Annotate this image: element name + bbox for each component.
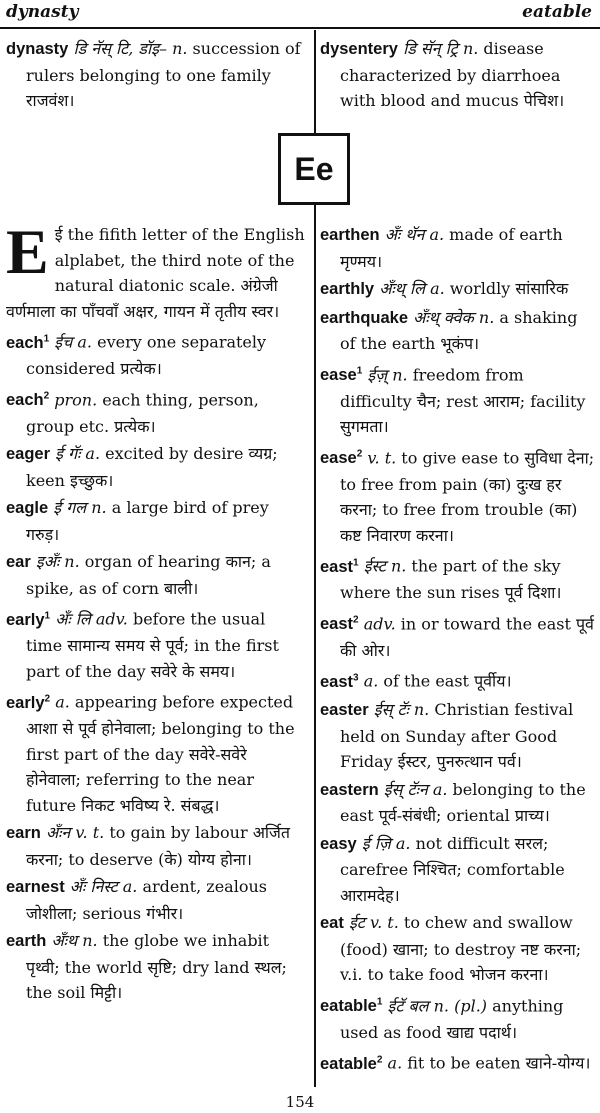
part-of-speech: n. — [392, 365, 408, 384]
pronunciation: ईट — [348, 913, 365, 932]
left-column — [6, 216, 306, 1008]
dictionary-entry — [320, 831, 598, 909]
definition: succession of rulers belonging to one family राजवंश। — [26, 39, 301, 110]
headword: earthly — [320, 280, 375, 298]
headword: eatable$^2$ — [320, 1054, 383, 1073]
part-of-speech: n. — [64, 552, 80, 571]
definition: organ of hearing कान; a spike, as of corn बाली। — [26, 552, 271, 598]
part-of-speech: n. — [172, 39, 188, 58]
pronunciation: अँःथ — [51, 931, 78, 950]
headword: earth — [6, 932, 47, 950]
definition: freedom from difficulty चैन; rest आराम; facility सुगमता। — [340, 365, 586, 436]
definition: worldly सांसारिक — [449, 279, 569, 298]
headword: each$^2$ — [6, 390, 50, 409]
homograph-number: 1 — [43, 333, 50, 344]
pronunciation: डि नॅस् टि, डॉइ– — [73, 39, 167, 58]
homograph-number: 2 — [353, 614, 359, 626]
dictionary-entry — [320, 777, 598, 829]
headword: eatable$^1$ — [320, 996, 383, 1015]
pronunciation: ईज़् — [367, 365, 388, 384]
pronunciation: ईस्ट — [363, 556, 386, 576]
pronunciation: अँःन — [45, 823, 71, 842]
definition: of the east पूर्वीय। — [383, 671, 512, 691]
dictionary-entry — [320, 665, 598, 695]
definition: ardent, zealous जोशीला; serious गंभीर। — [26, 877, 267, 923]
pronunciation: अँः निस्ट — [69, 877, 118, 896]
headword: east$^3$ — [320, 672, 359, 691]
guide-word-right: eatable — [522, 2, 592, 22]
part-of-speech: a. — [122, 877, 138, 896]
dictionary-entry — [6, 686, 306, 818]
part-of-speech: v. t. — [369, 913, 399, 932]
dictionary-entry — [6, 928, 306, 1006]
dictionary-entry — [320, 36, 598, 114]
headword: dynasty — [6, 40, 69, 58]
definition: in or toward the east पूर्व की ओर। — [340, 614, 594, 660]
dictionary-entry — [6, 874, 306, 926]
definition: the part of the sky where the sun rises पूर्व दिशा। — [340, 556, 562, 602]
headword: eastern — [320, 780, 379, 799]
dictionary-entry — [320, 990, 598, 1046]
headword: earthquake — [320, 308, 409, 327]
pronunciation: अँः लि — [55, 609, 91, 629]
guide-word-left: dynasty — [6, 2, 79, 22]
definition: to gain by labour अर्जित करना; to deserve (के) योग्य होना। — [26, 823, 291, 869]
definition: fit to be eaten खाने-योग्य। — [407, 1053, 591, 1073]
part-of-speech: a. — [77, 332, 93, 352]
dictionary-entry — [6, 326, 306, 382]
pronunciation: ईच — [54, 332, 73, 352]
headword: earnest — [6, 878, 65, 896]
headword: eagle — [6, 499, 49, 517]
section-letter-box: Ee — [278, 133, 350, 205]
part-of-speech: v. t. — [367, 448, 397, 467]
part-of-speech: a. — [429, 225, 445, 244]
homograph-number: 1 — [356, 365, 363, 377]
dictionary-entry — [6, 36, 306, 114]
part-of-speech: n. — [478, 307, 495, 327]
part-of-speech: a. — [430, 279, 445, 298]
pronunciation: ईस् टॅः — [373, 700, 409, 719]
headword: east$^2$ — [320, 614, 359, 633]
homograph-number: 3 — [353, 672, 359, 683]
definition: before the usual time सामान्य समय से पूर्व; in the first part of the day सवेरे के समय। — [26, 609, 279, 681]
top-left-column — [6, 36, 306, 116]
definition: every one separately considered प्रत्येक। — [26, 332, 267, 378]
headword: east$^1$ — [320, 557, 359, 576]
part-of-speech: n. — [82, 931, 98, 950]
definition: excited by desire व्यग्र; keen इच्छुक। — [26, 444, 278, 490]
headword: each$^1$ — [6, 333, 50, 352]
homograph-number: 1 — [376, 996, 383, 1008]
homograph-number: 1 — [44, 610, 51, 621]
dictionary-entry — [6, 549, 306, 601]
homograph-number: 2 — [376, 1054, 383, 1065]
headword: ease$^1$ — [320, 365, 363, 384]
dictionary-entry — [320, 276, 598, 303]
dictionary-entry — [320, 1047, 598, 1077]
intro-text: ई the fifith letter of the English alplabet, the third note of the natural diatonic scale. अंग्रेजी वर्णमाला का पाँचवाँ अक्षर, गायन में तृतीय स्वर। — [6, 225, 305, 321]
dictionary-entry — [320, 305, 598, 357]
part-of-speech: n. — [91, 498, 107, 517]
headword: earn — [6, 824, 41, 842]
part-of-speech: v. t. — [75, 823, 105, 842]
definition: disease characterized by diarrhoea with blood and mucus पेचिश। — [340, 39, 565, 110]
right-column — [320, 222, 598, 1079]
definition: each thing, person, group etc. प्रत्येक। — [26, 390, 259, 436]
homograph-number: 2 — [356, 448, 363, 460]
dictionary-entry — [6, 820, 306, 872]
part-of-speech: a. — [55, 692, 70, 712]
definition: to chew and swallow (food) खाना; to destroy नष्ट करना; v.i. to take food भोजन करना। — [340, 913, 582, 984]
definition: Christian festival held on Sunday after Good Friday ईस्टर, पुनरुत्थान पर्व। — [340, 700, 574, 771]
definition: appearing before expected आशा से पूर्व होनेवाला; belonging to the first part of the day सवेरे-सवेरे होनेवाला; referring to the near future निकट भविष्य रे. संबद्ध। — [26, 692, 295, 815]
headword: eager — [6, 445, 51, 463]
dictionary-entry — [320, 550, 598, 606]
headword: ear — [6, 553, 31, 571]
part-of-speech: a. — [432, 779, 448, 799]
pronunciation: इअँः — [35, 552, 60, 571]
headword: earthen — [320, 226, 380, 244]
part-of-speech: n. — [390, 556, 407, 576]
pronunciation: ई ज़ि — [361, 833, 391, 853]
part-of-speech: a. — [85, 444, 101, 463]
pronunciation: ईस् टॅःन — [383, 779, 428, 799]
headword: early$^1$ — [6, 610, 51, 629]
headword: easter — [320, 701, 369, 719]
definition: not difficult सरल; carefree निश्चित; comfortable आरामदेह। — [340, 833, 565, 905]
headword: ease$^2$ — [320, 448, 363, 467]
pronunciation: अँःथ् क्वेक — [413, 307, 474, 327]
homograph-number: 2 — [44, 693, 51, 704]
dictionary-entry — [320, 608, 598, 664]
pronunciation: डि सॅन् ट्रि — [403, 39, 458, 58]
dictionary-entry — [6, 384, 306, 440]
part-of-speech: a. — [387, 1053, 403, 1073]
pronunciation: अँः थॅन — [384, 225, 425, 244]
definition: to give ease to सुविधा देना; to free from pain (का) दुःख हर करना; to free from trouble (का) कष्ट निवारण करना। — [340, 448, 595, 545]
dictionary-entry — [6, 495, 306, 547]
homograph-number: 1 — [353, 557, 359, 568]
part-of-speech: a. — [363, 671, 379, 691]
pronunciation: अँःथ् लि — [379, 279, 425, 298]
part-of-speech: pron. — [54, 390, 98, 409]
definition: belonging to the east पूर्व-संबंधी; oriental प्राच्य। — [340, 779, 586, 825]
homograph-number: 2 — [43, 390, 50, 402]
dictionary-entry — [320, 910, 598, 988]
dropcap-letter: E — [6, 216, 49, 287]
part-of-speech: adv. — [363, 614, 396, 633]
dictionary-entry — [320, 697, 598, 775]
dictionary-entry — [6, 441, 306, 493]
definition: a shaking of the earth भूकंप। — [340, 307, 578, 353]
definition: a large bird of prey गरुड़। — [26, 498, 269, 544]
dictionary-entry — [320, 222, 598, 274]
pronunciation: ई गल — [53, 498, 87, 517]
part-of-speech: n. — [413, 700, 430, 719]
headword: eat — [320, 914, 344, 932]
pronunciation: ई गॅः — [55, 444, 81, 463]
dictionary-entry — [320, 359, 598, 440]
definition: the globe we inhabit पृथ्वी; the world सृष्टि; dry land स्थल; the soil मिट्टी। — [26, 931, 287, 1002]
part-of-speech: a. — [395, 833, 411, 853]
page-number: 154 — [285, 1093, 315, 1111]
part-of-speech: n. — [462, 39, 479, 58]
dictionary-entry — [320, 442, 598, 549]
definition: made of earth मृण्मय। — [340, 225, 563, 271]
headword: easy — [320, 834, 357, 853]
dictionary-entry — [6, 603, 306, 684]
top-right-column — [320, 36, 598, 116]
pronunciation: ईटॅ बल — [387, 996, 429, 1015]
part-of-speech: n. (pl.) — [433, 996, 488, 1015]
headword: dysentery — [320, 40, 398, 58]
headword: early$^2$ — [6, 693, 51, 712]
intro-entry — [6, 216, 306, 324]
definition: anything used as food खाद्य पदार्थ। — [340, 996, 564, 1042]
header-rule — [0, 27, 600, 29]
part-of-speech: adv. — [95, 609, 128, 629]
